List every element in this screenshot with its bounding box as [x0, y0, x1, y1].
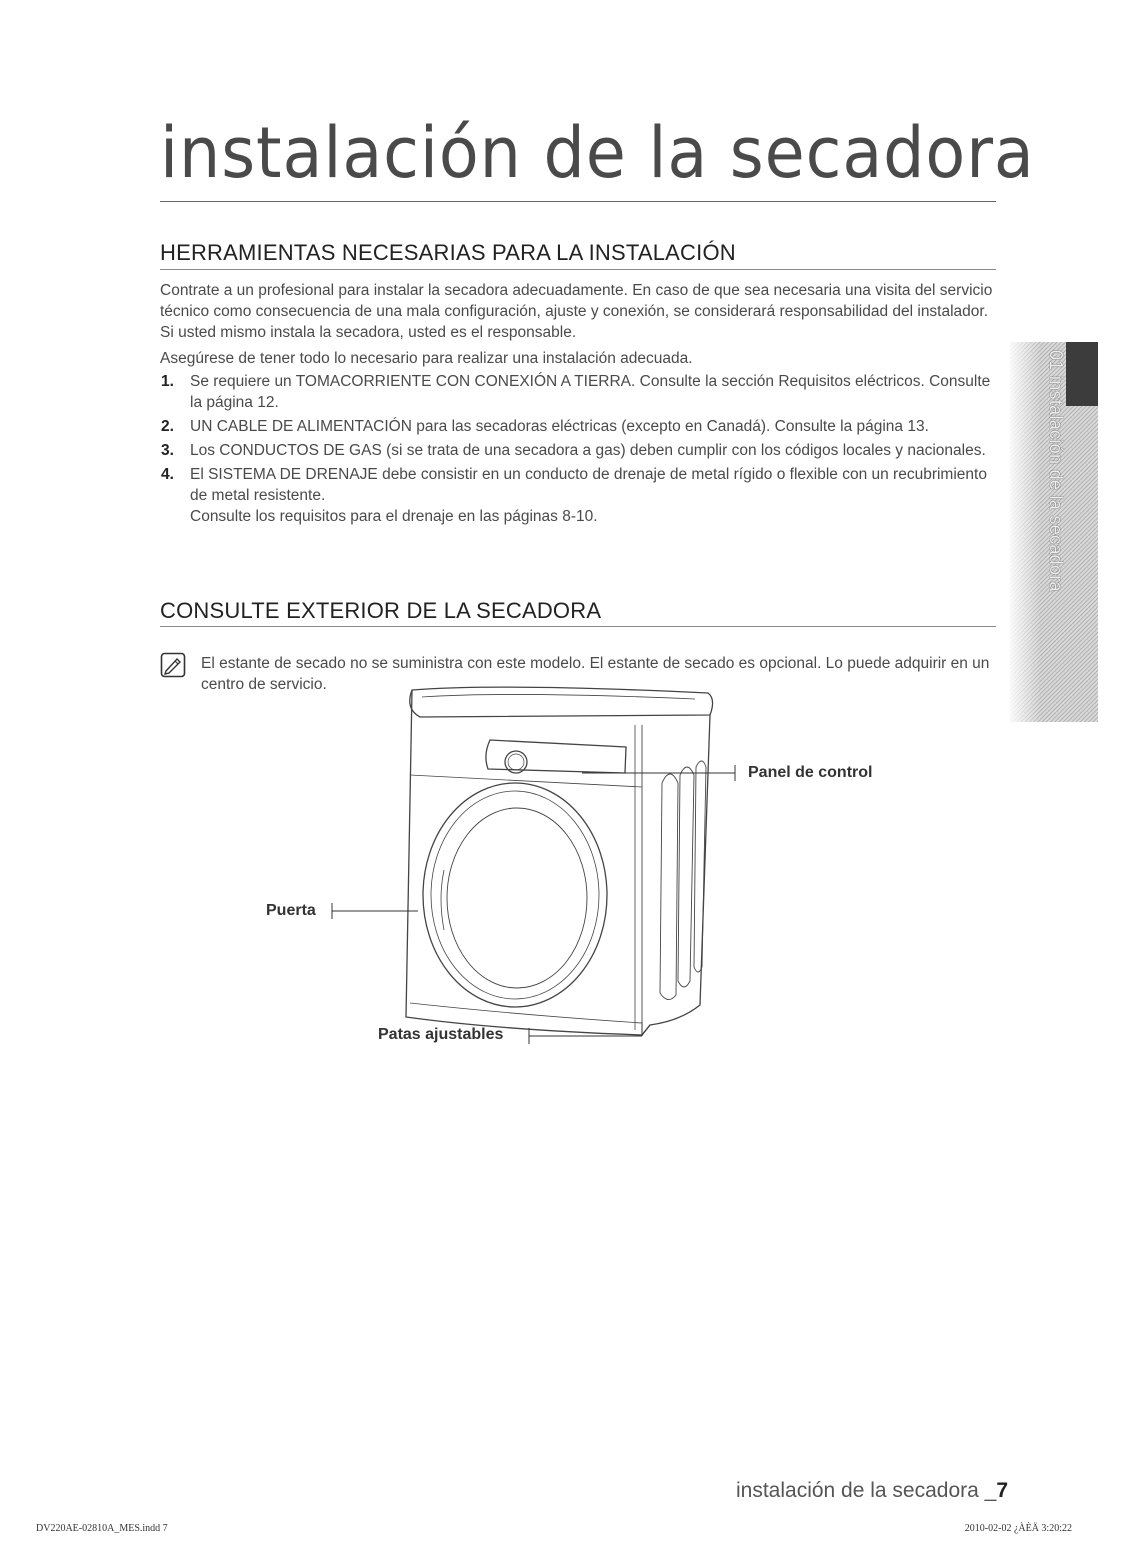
section-heading-tools: HERRAMIENTAS NECESARIAS PARA LA INSTALACIÓN: [160, 240, 736, 265]
page-title: instalación de la secadora: [160, 112, 1035, 194]
note-icon: [160, 652, 186, 678]
list-item-text: Se requiere un TOMACORRIENTE CON CONEXIÓN A TIERRA. Consulte la sección Requisitos eléctricos. Consulte la página 12.: [190, 373, 991, 411]
note-text: El estante de secado no se suministra con este modelo. El estante de secado es opcional. Lo puede adquirir en un centro de servicio.: [201, 655, 990, 693]
list-number: 2.: [161, 418, 174, 435]
section-heading-exterior: CONSULTE EXTERIOR DE LA SECADORA: [160, 598, 602, 623]
intro-paragraph: Contrate a un profesional para instalar la secadora adecuadamente. En caso de que sea necesaria una visita del servicio técnico como consecuencia de una mala configuración, ajuste y conexión, se considerará responsabilidad del instalador. Si usted mismo instala la secadora, usted es el responsable.: [160, 282, 993, 341]
leader-lines: [320, 760, 740, 1050]
section-rule: [160, 626, 996, 627]
list-item-text: El SISTEMA DE DRENAJE debe consistir en un conducto de drenaje de metal rígido o flexible con un recubrimiento de metal resistente.: [190, 466, 987, 504]
list-item: [160, 416, 1000, 437]
label-adjustable-legs: Patas ajustables: [378, 1026, 504, 1043]
list-number: 3.: [161, 442, 174, 459]
list-item: [160, 371, 1000, 413]
list-item-text: Los CONDUCTOS DE GAS (si se trata de una secadora a gas) deben cumplir con los códigos locales y nacionales.: [190, 442, 986, 459]
chapter-tab-text: 01 instalación de la secadora: [1046, 350, 1066, 592]
list-number: 1.: [161, 373, 174, 390]
list-number: 4.: [161, 466, 174, 483]
label-control-panel: Panel de control: [748, 764, 873, 781]
label-door: Puerta: [266, 902, 316, 919]
print-file-info: DV220AE-02810A_MES.indd 7: [36, 1523, 168, 1534]
section-rule: [160, 269, 996, 270]
requirements-list: [160, 371, 1000, 530]
page-number: 7: [996, 1479, 1009, 1502]
list-item: [160, 464, 1000, 527]
footer-section-name: instalación de la secadora _: [736, 1479, 997, 1502]
list-item: [160, 440, 1000, 461]
list-item-text: UN CABLE DE ALIMENTACIÓN para las secadoras eléctricas (excepto en Canadá). Consulte la página 13.: [190, 418, 929, 435]
title-rule: [160, 201, 996, 202]
list-item-extra: Consulte los requisitos para el drenaje en las páginas 8-10.: [190, 508, 598, 525]
lead-paragraph: Asegúrese de tener todo lo necesario para realizar una instalación adecuada.: [160, 350, 693, 367]
page-footer: [736, 1479, 1008, 1503]
print-date-info: 2010-02-02 ¿ÀÈÄ 3:20:22: [964, 1523, 1072, 1534]
